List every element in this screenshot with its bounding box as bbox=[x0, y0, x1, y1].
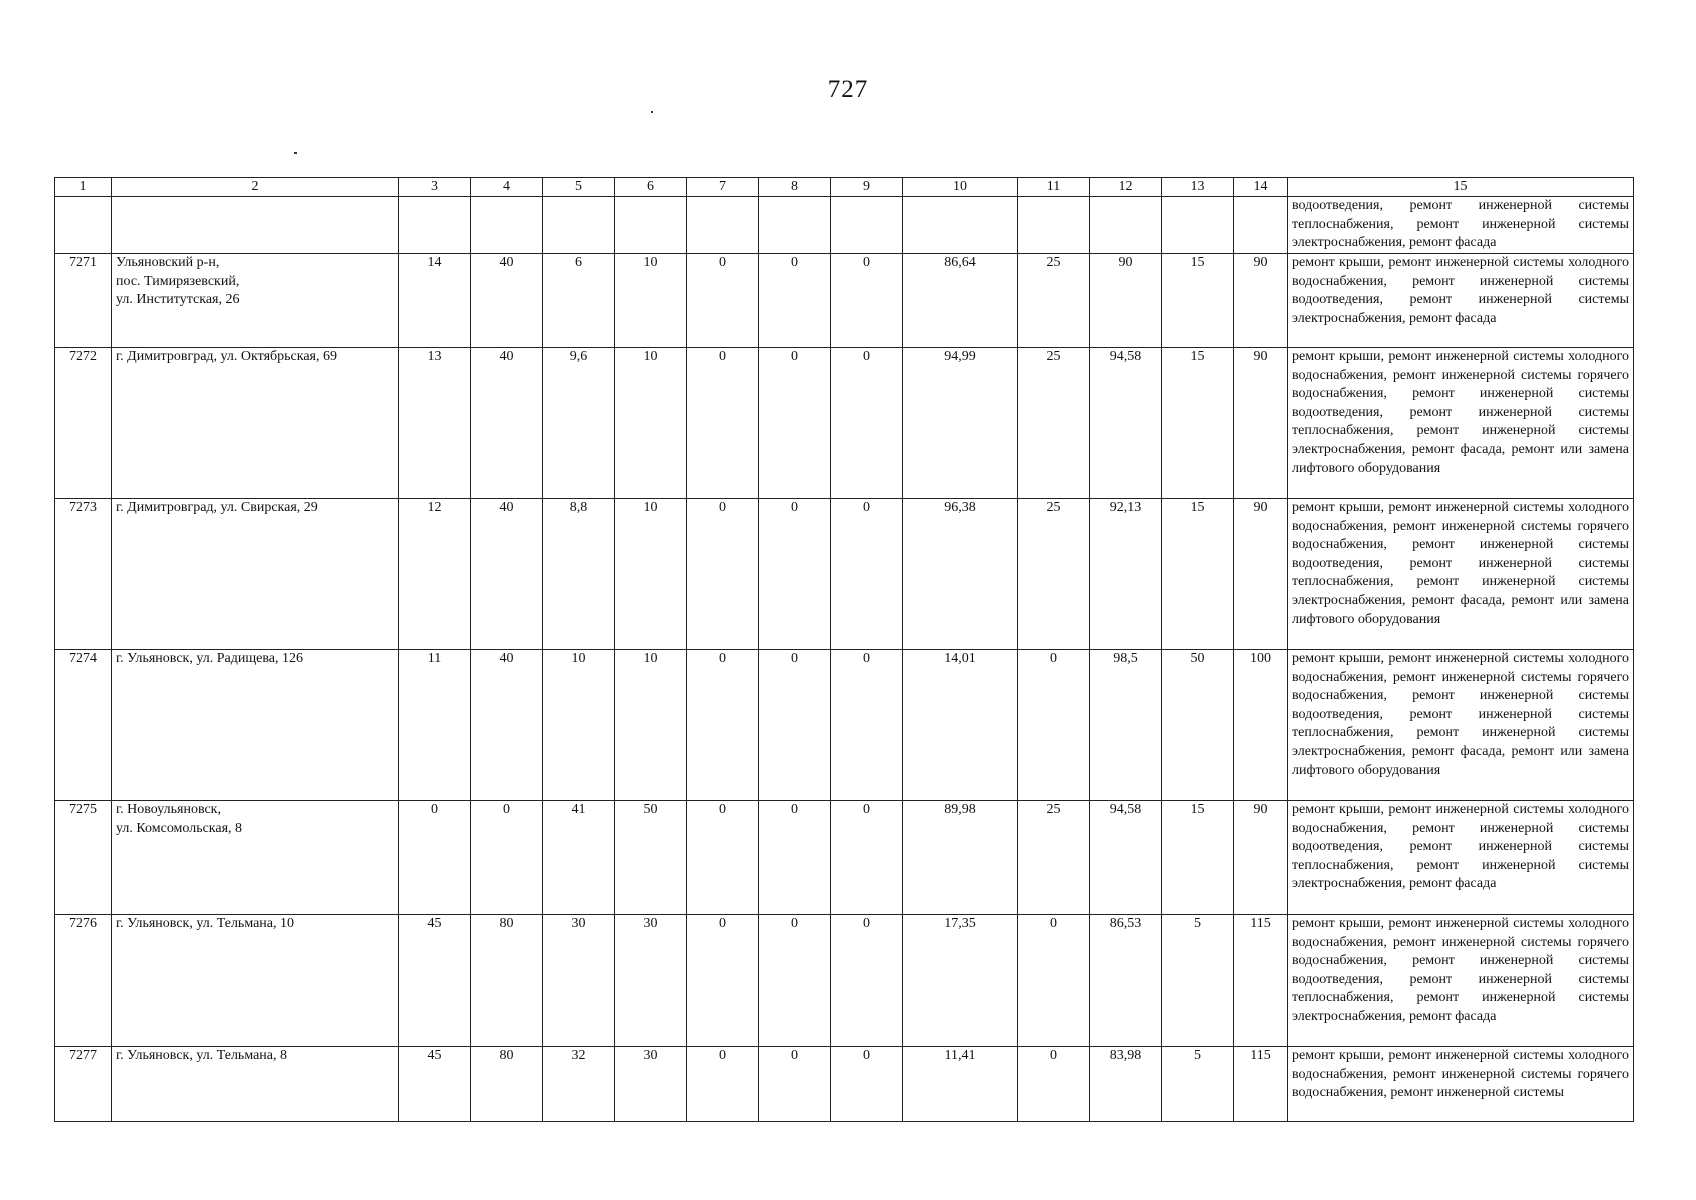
value-cell-col-11: 25 bbox=[1018, 499, 1090, 650]
works-list: ремонт крыши, ремонт инженерной системы холодного водоснабжения, ремонт инженерной системы горячего водоснабжения, ремонт инженерной системы bbox=[1288, 1047, 1634, 1122]
value-cell-col-5: 30 bbox=[543, 915, 615, 1047]
value-cell-col-10: 86,64 bbox=[903, 254, 1018, 348]
value-cell-col-5: 10 bbox=[543, 650, 615, 801]
row-number: 7276 bbox=[55, 915, 112, 1047]
works-list: ремонт крыши, ремонт инженерной системы холодного водоснабжения, ремонт инженерной системы водоотведения, ремонт инженерной системы электроснабжения, ремонт фасада bbox=[1288, 254, 1634, 348]
works-list: водоотведения, ремонт инженерной системы теплоснабжения, ремонт инженерной системы электроснабжения, ремонт фасада bbox=[1288, 197, 1634, 254]
value-cell-col-10: 17,35 bbox=[903, 915, 1018, 1047]
value-cell-col-6: 30 bbox=[615, 1047, 687, 1122]
row-number: 7277 bbox=[55, 1047, 112, 1122]
value-cell-col-9: 0 bbox=[831, 915, 903, 1047]
value-cell-col-5: 8,8 bbox=[543, 499, 615, 650]
value-cell-col-6: 10 bbox=[615, 499, 687, 650]
value-cell-col-10: 89,98 bbox=[903, 801, 1018, 915]
value-cell-col-8: 0 bbox=[759, 254, 831, 348]
row-number: 7272 bbox=[55, 348, 112, 499]
building-address: г. Димитровград, ул. Свирская, 29 bbox=[112, 499, 399, 650]
continuation-row bbox=[55, 197, 1634, 254]
building-address: г. Ульяновск, ул. Тельмана, 10 bbox=[112, 915, 399, 1047]
value-cell-col-6: 10 bbox=[615, 254, 687, 348]
table-row bbox=[55, 801, 1634, 915]
column-number: 3 bbox=[399, 178, 471, 197]
value-cell-col-7: 0 bbox=[687, 801, 759, 915]
column-number: 11 bbox=[1018, 178, 1090, 197]
value-cell-col-3: 14 bbox=[399, 254, 471, 348]
value-cell-col-11: 25 bbox=[1018, 348, 1090, 499]
scan-speck bbox=[294, 152, 297, 154]
value-cell-col-8: 0 bbox=[759, 650, 831, 801]
value-cell-col-9: 0 bbox=[831, 499, 903, 650]
building-address: Ульяновский р-н, пос. Тимирязевский, ул. Институтская, 26 bbox=[112, 254, 399, 348]
column-number: 4 bbox=[471, 178, 543, 197]
column-number: 2 bbox=[112, 178, 399, 197]
table-row bbox=[55, 650, 1634, 801]
value-cell-col-4: 40 bbox=[471, 254, 543, 348]
building-address: г. Новоульяновск, ул. Комсомольская, 8 bbox=[112, 801, 399, 915]
value-cell-col-14: 90 bbox=[1234, 348, 1288, 499]
value-cell-col-12: 83,98 bbox=[1090, 1047, 1162, 1122]
column-number: 6 bbox=[615, 178, 687, 197]
value-cell-col-8: 0 bbox=[759, 1047, 831, 1122]
value-cell-col-3: 45 bbox=[399, 915, 471, 1047]
value-cell-col-3: 12 bbox=[399, 499, 471, 650]
table-row bbox=[55, 499, 1634, 650]
value-cell-col-6: 10 bbox=[615, 348, 687, 499]
table-row bbox=[55, 254, 1634, 348]
column-number: 5 bbox=[543, 178, 615, 197]
column-number: 15 bbox=[1288, 178, 1634, 197]
value-cell-col-11: 25 bbox=[1018, 254, 1090, 348]
value-cell-col-12: 86,53 bbox=[1090, 915, 1162, 1047]
column-number: 12 bbox=[1090, 178, 1162, 197]
value-cell-col-9: 0 bbox=[831, 348, 903, 499]
value-cell-col-7: 0 bbox=[687, 254, 759, 348]
value-cell-col-8: 0 bbox=[759, 801, 831, 915]
value-cell-col-14: 115 bbox=[1234, 1047, 1288, 1122]
value-cell-col-10: 94,99 bbox=[903, 348, 1018, 499]
value-cell-col-4: 80 bbox=[471, 915, 543, 1047]
column-number: 13 bbox=[1162, 178, 1234, 197]
value-cell-col-13: 15 bbox=[1162, 254, 1234, 348]
value-cell-col-5: 41 bbox=[543, 801, 615, 915]
value-cell-col-14: 90 bbox=[1234, 254, 1288, 348]
value-cell-col-4: 40 bbox=[471, 499, 543, 650]
value-cell-col-14: 115 bbox=[1234, 915, 1288, 1047]
column-number: 1 bbox=[55, 178, 112, 197]
repair-schedule-table bbox=[54, 177, 1634, 1122]
row-number: 7274 bbox=[55, 650, 112, 801]
value-cell-col-6: 30 bbox=[615, 915, 687, 1047]
value-cell-col-12: 94,58 bbox=[1090, 801, 1162, 915]
value-cell-col-11: 25 bbox=[1018, 801, 1090, 915]
value-cell-col-11: 0 bbox=[1018, 1047, 1090, 1122]
value-cell-col-9: 0 bbox=[831, 650, 903, 801]
value-cell-col-5: 32 bbox=[543, 1047, 615, 1122]
value-cell-col-3: 11 bbox=[399, 650, 471, 801]
building-address: г. Ульяновск, ул. Радищева, 126 bbox=[112, 650, 399, 801]
value-cell-col-13: 15 bbox=[1162, 801, 1234, 915]
scan-speck bbox=[651, 111, 653, 113]
value-cell-col-5: 6 bbox=[543, 254, 615, 348]
value-cell-col-7: 0 bbox=[687, 1047, 759, 1122]
works-list: ремонт крыши, ремонт инженерной системы холодного водоснабжения, ремонт инженерной системы горячего водоснабжения, ремонт инженерной системы водоотведения, ремонт инженерной системы теплоснабжения, ремонт инженерной системы электроснабжения, ремонт фасада bbox=[1288, 915, 1634, 1047]
value-cell-col-14: 90 bbox=[1234, 801, 1288, 915]
column-number: 9 bbox=[831, 178, 903, 197]
value-cell-col-13: 15 bbox=[1162, 348, 1234, 499]
value-cell-col-12: 92,13 bbox=[1090, 499, 1162, 650]
value-cell-col-3: 0 bbox=[399, 801, 471, 915]
value-cell-col-8: 0 bbox=[759, 499, 831, 650]
value-cell-col-12: 98,5 bbox=[1090, 650, 1162, 801]
column-number-row bbox=[55, 178, 1634, 197]
value-cell-col-9: 0 bbox=[831, 1047, 903, 1122]
works-list: ремонт крыши, ремонт инженерной системы холодного водоснабжения, ремонт инженерной системы горячего водоснабжения, ремонт инженерной системы водоотведения, ремонт инженерной системы теплоснабжения, ремонт инженерной системы электроснабжения, ремонт фасада, ремонт или замена лифтового оборудования bbox=[1288, 650, 1634, 801]
value-cell-col-14: 90 bbox=[1234, 499, 1288, 650]
value-cell-col-9: 0 bbox=[831, 254, 903, 348]
value-cell-col-10: 96,38 bbox=[903, 499, 1018, 650]
value-cell-col-6: 50 bbox=[615, 801, 687, 915]
value-cell-col-3: 45 bbox=[399, 1047, 471, 1122]
value-cell-col-4: 0 bbox=[471, 801, 543, 915]
value-cell-col-7: 0 bbox=[687, 499, 759, 650]
value-cell-col-13: 15 bbox=[1162, 499, 1234, 650]
works-list: ремонт крыши, ремонт инженерной системы холодного водоснабжения, ремонт инженерной системы горячего водоснабжения, ремонт инженерной системы водоотведения, ремонт инженерной системы теплоснабжения, ремонт инженерной системы электроснабжения, ремонт фасада, ремонт или замена лифтового оборудования bbox=[1288, 348, 1634, 499]
value-cell-col-3: 13 bbox=[399, 348, 471, 499]
value-cell-col-4: 40 bbox=[471, 650, 543, 801]
column-number: 14 bbox=[1234, 178, 1288, 197]
value-cell-col-4: 40 bbox=[471, 348, 543, 499]
value-cell-col-11: 0 bbox=[1018, 915, 1090, 1047]
column-number: 7 bbox=[687, 178, 759, 197]
value-cell-col-12: 94,58 bbox=[1090, 348, 1162, 499]
column-number: 8 bbox=[759, 178, 831, 197]
value-cell-col-13: 50 bbox=[1162, 650, 1234, 801]
value-cell-col-10: 11,41 bbox=[903, 1047, 1018, 1122]
value-cell-col-13: 5 bbox=[1162, 915, 1234, 1047]
value-cell-col-13: 5 bbox=[1162, 1047, 1234, 1122]
building-address: г. Ульяновск, ул. Тельмана, 8 bbox=[112, 1047, 399, 1122]
table-row bbox=[55, 348, 1634, 499]
value-cell-col-11: 0 bbox=[1018, 650, 1090, 801]
building-address: г. Димитровград, ул. Октябрьская, 69 bbox=[112, 348, 399, 499]
value-cell-col-6: 10 bbox=[615, 650, 687, 801]
value-cell-col-9: 0 bbox=[831, 801, 903, 915]
page-number: 727 bbox=[827, 76, 869, 103]
works-list: ремонт крыши, ремонт инженерной системы холодного водоснабжения, ремонт инженерной системы водоотведения, ремонт инженерной системы теплоснабжения, ремонт инженерной системы электроснабжения, ремонт фасада bbox=[1288, 801, 1634, 915]
row-number: 7275 bbox=[55, 801, 112, 915]
column-number: 10 bbox=[903, 178, 1018, 197]
works-list: ремонт крыши, ремонт инженерной системы холодного водоснабжения, ремонт инженерной системы горячего водоснабжения, ремонт инженерной системы водоотведения, ремонт инженерной системы теплоснабжения, ремонт инженерной системы электроснабжения, ремонт фасада, ремонт или замена лифтового оборудования bbox=[1288, 499, 1634, 650]
building-rows bbox=[55, 254, 1634, 1122]
table-row bbox=[55, 915, 1634, 1047]
row-number: 7273 bbox=[55, 499, 112, 650]
value-cell-col-10: 14,01 bbox=[903, 650, 1018, 801]
value-cell-col-8: 0 bbox=[759, 348, 831, 499]
table-row bbox=[55, 1047, 1634, 1122]
value-cell-col-4: 80 bbox=[471, 1047, 543, 1122]
value-cell-col-5: 9,6 bbox=[543, 348, 615, 499]
value-cell-col-8: 0 bbox=[759, 915, 831, 1047]
value-cell-col-7: 0 bbox=[687, 915, 759, 1047]
value-cell-col-7: 0 bbox=[687, 348, 759, 499]
value-cell-col-14: 100 bbox=[1234, 650, 1288, 801]
value-cell-col-7: 0 bbox=[687, 650, 759, 801]
row-number: 7271 bbox=[55, 254, 112, 348]
value-cell-col-12: 90 bbox=[1090, 254, 1162, 348]
